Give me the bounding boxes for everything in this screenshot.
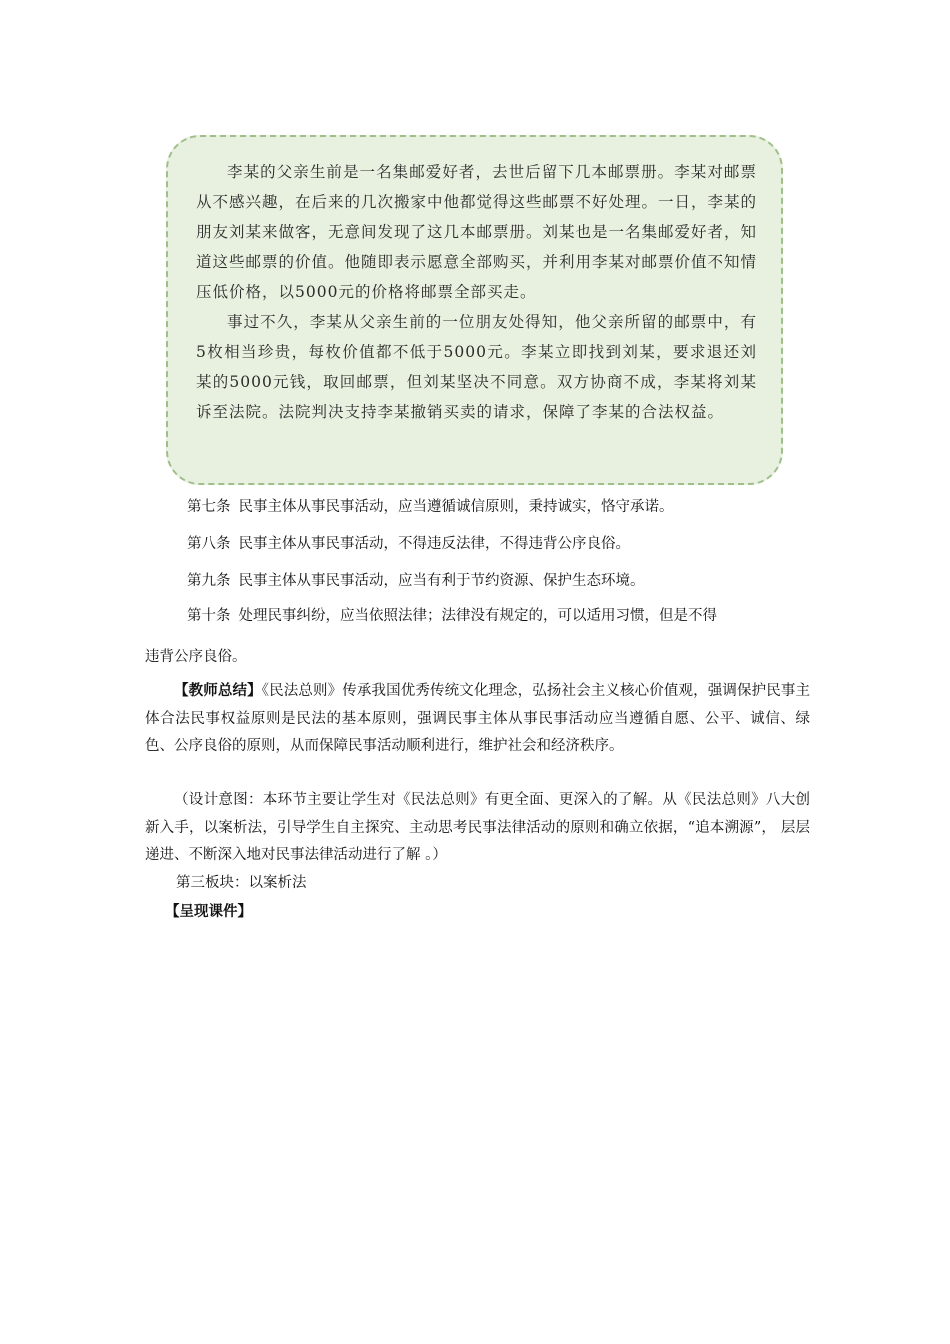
teacher-summary-text: 《民法总则》传承我国优秀传统文化理念，弘扬社会主义核心价值观，强调保护民事主体合法民事权益原则是民法的基本原则，强调民事主体从事民事活动应当遵循自愿、公平、诚信、绿色、公序良俗的原则，从而保障民事活动顺利进行，维护社会和经济秩序。 (145, 683, 810, 754)
article-number: 第八条 (187, 536, 231, 552)
article-text: 民事主体从事民事活动，应当遵循诚信原则，秉持诚实，恪守承诺。 (238, 499, 674, 515)
article-text: 民事主体从事民事活动，应当有利于节约资源、保护生态环境。 (238, 573, 645, 589)
design-intent: （设计意图：本环节主要让学生对《民法总则》有更全面、更深入的了解。从《民法总则》八大创新入手，以案析法，引导学生自主探究、主动思考民事法律活动的原则和确立依据，“追本溯源”， 层层递进、不断深入地对民事法律活动进行了解 。） (145, 792, 810, 863)
courseware-label: 【呈现课件】 (165, 903, 252, 920)
article-9 (187, 571, 645, 591)
article-10-continuation: 违背公序良俗。 (145, 649, 247, 665)
teacher-summary-label: 【教师总结】 (174, 682, 262, 699)
case-study-box (166, 135, 783, 485)
article-text: 处理民事纠纷，应当依照法律；法律没有规定的，可以适用习惯，但是不得 (238, 608, 717, 624)
section-heading: 第三板块：以案析法 (176, 875, 307, 891)
article-7 (187, 497, 674, 517)
article-number: 第七条 (187, 499, 231, 515)
article-text: 民事主体从事民事活动，不得违反法律，不得违背公序良俗。 (238, 536, 630, 552)
case-paragraph-1: 李某的父亲生前是一名集邮爱好者，去世后留下几本邮票册。李某对邮票从不感兴趣，在后来的几次搬家中他都觉得这些邮票不好处理。一日，李某的朋友刘某来做客，无意间发现了这几本邮票册。刘某也是一名集邮爱好者，知道这些邮票的价值。他随即表示愿意全部购买，并利用李某对邮票价值不知情压低价格，以5000元的价格将邮票全部买走。 (196, 163, 758, 301)
case-paragraph-2: 事过不久，李某从父亲生前的一位朋友处得知，他父亲所留的邮票中，有5枚相当珍贵，每枚价值都不低于5000元。李某立即找到刘某，要求退还刘某的5000元钱，取回邮票，但刘某坚决不同意。双方协商不成，李某将刘某诉至法院。法院判决支持李某撤销买卖的请求，保障了李某的合法权益。 (196, 313, 757, 421)
article-number: 第十条 (187, 608, 231, 624)
teacher-summary (145, 677, 810, 761)
article-number: 第九条 (187, 573, 231, 589)
article-8 (187, 534, 630, 554)
article-10 (187, 606, 717, 626)
